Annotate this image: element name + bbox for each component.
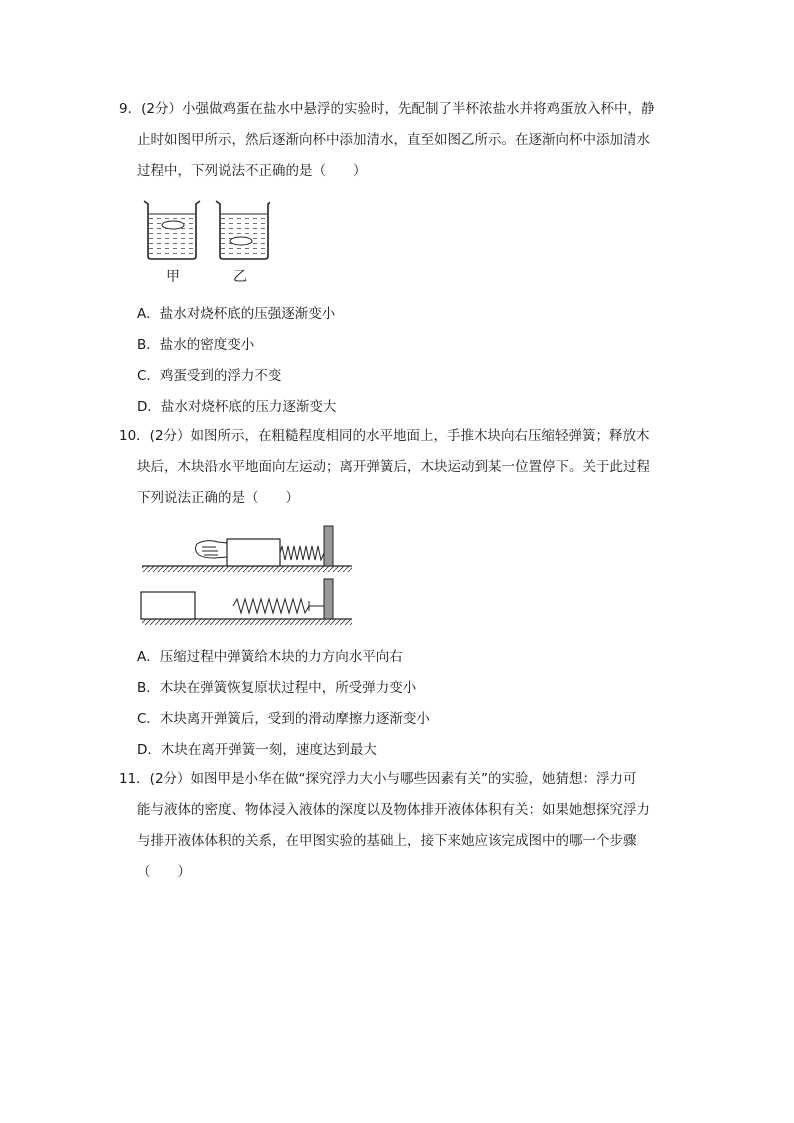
question-11-line-3: 与排开液体体积的关系，在甲图实验的基础上，接下来她应该完成图中的哪一个步骤 bbox=[137, 833, 637, 849]
block-bottom bbox=[141, 592, 195, 619]
released-scene bbox=[141, 579, 352, 625]
question-9-option-d: D．盐水对烧杯底的压力逐渐变大 bbox=[137, 399, 337, 415]
question-10-line-3: 下列说法正确的是（ ） bbox=[137, 490, 299, 506]
question-11-line-2: 能与液体的密度、物体浸入液体的深度以及物体排开液体体积有关：如果她想探究浮力 bbox=[137, 802, 650, 818]
wall-top bbox=[324, 526, 333, 566]
question-9-line-2: 止时如图甲所示，然后逐渐向杯中添加清水，直至如图乙所示。在逐渐向杯中添加清水 bbox=[137, 132, 650, 148]
question-9-line-3: 过程中，下列说法不正确的是（ ） bbox=[137, 163, 367, 179]
question-11-stem bbox=[119, 764, 650, 888]
block-top bbox=[227, 539, 280, 566]
spring-compressed bbox=[280, 546, 324, 560]
question-11-line-4: （ ） bbox=[137, 864, 191, 880]
beaker-figure bbox=[140, 196, 270, 264]
question-9-option-a: A．盐水对烧杯底的压强逐渐变小 bbox=[137, 306, 336, 322]
beaker-jia bbox=[144, 201, 200, 259]
question-10-line-1: 10．(2分）如图所示，在粗糙程度相同的水平地面上，手推木块向右压缩轻弹簧；释放木 bbox=[119, 428, 650, 444]
question-9-option-c: C．鸡蛋受到的浮力不变 bbox=[137, 368, 282, 384]
question-10-option-c: C．木块离开弹簧后，受到的滑动摩擦力逐渐变小 bbox=[137, 711, 430, 727]
question-10-option-a: A．压缩过程中弹簧给木块的力方向水平向右 bbox=[137, 649, 403, 665]
beaker-yi bbox=[216, 201, 270, 259]
question-9-line-1: 9．(2分）小强做鸡蛋在盐水中悬浮的实验时，先配制了半杯浓盐水并将鸡蛋放入杯中，静 bbox=[119, 101, 655, 117]
wall-bottom bbox=[324, 579, 333, 619]
question-11-line-1: 11．(2分）如图甲是小华在做“探究浮力大小与哪些因素有关”的实验，她猜想：浮力可 bbox=[119, 771, 637, 787]
spring-block-figure bbox=[140, 520, 355, 632]
spring-relaxed bbox=[233, 599, 324, 613]
figure-label-jia: 甲 bbox=[166, 269, 180, 285]
question-10-line-2: 块后，木块沿水平地面向左运动；离开弹簧后，木块运动到某一位置停下。关于此过程 bbox=[137, 459, 650, 475]
question-10-option-b: B．木块在弹簧恢复原状过程中，所受弹力变小 bbox=[137, 680, 417, 696]
compressed-scene bbox=[142, 526, 352, 572]
hand-icon bbox=[196, 541, 228, 558]
figure-label-yi: 乙 bbox=[233, 269, 247, 285]
egg-yi bbox=[230, 237, 252, 245]
question-10-stem bbox=[119, 421, 650, 514]
question-9-option-b: B．盐水的密度变小 bbox=[137, 337, 255, 353]
egg-jia bbox=[162, 221, 184, 229]
question-10-option-d: D．木块在离开弹簧一刻，速度达到最大 bbox=[137, 742, 377, 758]
question-9-stem bbox=[119, 94, 654, 187]
